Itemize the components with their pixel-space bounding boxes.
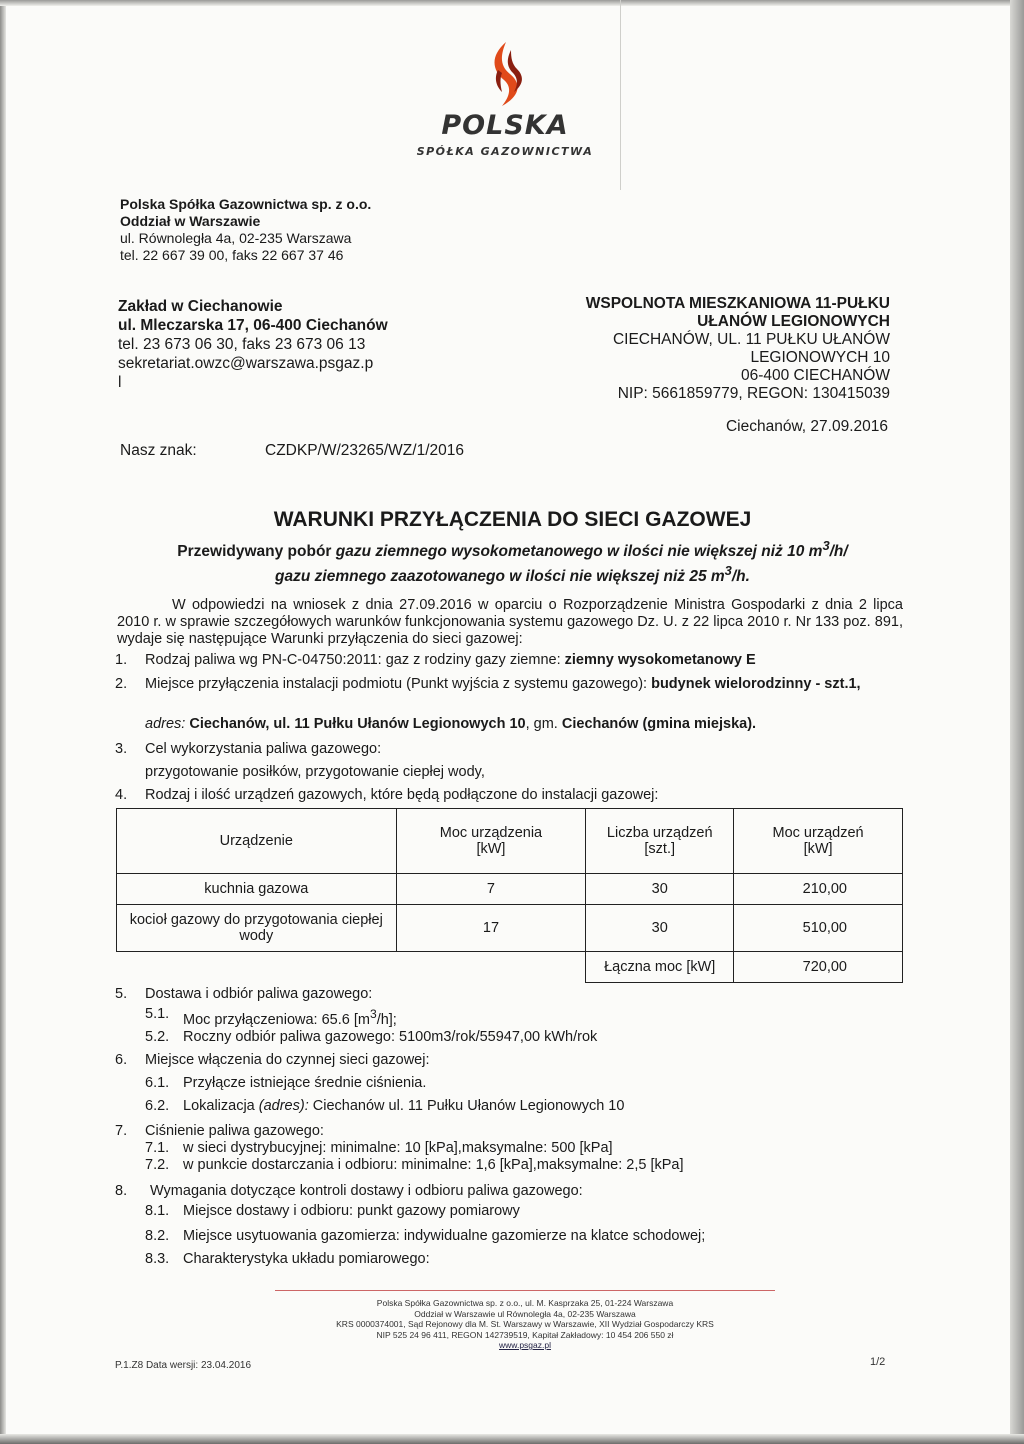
item-3-detail: przygotowanie posiłków, przygotowanie ciepłej wody,	[145, 764, 485, 780]
item-8-text: Wymagania dotyczące kontroli dostawy i odbioru paliwa gazowego:	[150, 1183, 583, 1199]
item-2-bold: budynek wielorodzinny - szt.1,	[651, 676, 861, 692]
row2-count: 30	[586, 905, 734, 952]
recipient-line2: UŁANÓW LEGIONOWYCH	[697, 313, 890, 330]
footer-website-link[interactable]: www.psgaz.pl	[499, 1340, 551, 1350]
item-3-text: Cel wykorzystania paliwa gazowego:	[145, 741, 382, 757]
scan-edge-left	[0, 0, 6, 1444]
item-7-2-text: w punkcie dostarczania i odbioru: minimalne: 1,6 [kPa],maksymalne: 2,5 [kPa]	[183, 1157, 684, 1173]
reference-number: CZDKP/W/23265/WZ/1/2016	[265, 442, 464, 459]
item-8	[115, 1183, 905, 1273]
plant-phone: tel. 23 673 06 30, faks 23 673 06 13	[118, 336, 366, 353]
item-2-text: Miejsce przyłączenia instalacji podmiotu (Punkt wyjścia z systemu gazowego):	[145, 676, 652, 692]
item-5-text: Dostawa i odbiór paliwa gazowego:	[145, 986, 373, 1002]
document-date: Ciechanów, 27.09.2016	[725, 418, 888, 435]
sender-branch: Oddział w Warszawie	[120, 213, 261, 229]
sender-company: Polska Spółka Gazownictwa sp. z o.o.	[120, 196, 372, 212]
item-3	[115, 741, 905, 785]
item-6-2-label: Lokalizacja	[183, 1098, 259, 1114]
footer-line4: NIP 525 24 96 411, REGON 142739519, Kapitał Zakładowy: 10 454 206 550 zł	[376, 1329, 674, 1340]
item-6-1-number: 6.1.	[145, 1075, 170, 1091]
recipient-line4: LEGIONOWYCH 10	[750, 349, 890, 366]
footer	[290, 1298, 760, 1351]
scan-edge-top	[0, 0, 1024, 6]
company-logo	[390, 40, 620, 170]
item-7-1-number: 7.1.	[145, 1140, 170, 1156]
item-5-2-number: 5.2.	[145, 1029, 170, 1045]
plant-address	[118, 297, 388, 392]
plant-street: ul. Mleczarska 17, 06-400 Ciechanów	[118, 317, 388, 334]
document-title: WARUNKI PRZYŁĄCZENIA DO SIECI GAZOWEJ	[273, 508, 752, 531]
subtitle-part1: Przewidywany pobór	[177, 543, 336, 561]
row2-power: 17	[396, 905, 586, 952]
header-power-unit: [kW]	[476, 841, 506, 857]
table-row	[117, 905, 903, 952]
flame-icon	[480, 40, 530, 108]
plant-name: Zakład w Ciechanowie	[118, 298, 283, 315]
item-8-number: 8.	[115, 1183, 128, 1199]
intro-text: W odpowiedzi na wniosek z dnia 27.09.2016 w oparciu o Rozporządzenie Ministra Gospodarki z dnia 2 lipca 2010 r. w sprawie szczegółowych warunków funkcjonowania systemu gazowego Dz. U. z 22 lipca 2010 r. Nr 133 poz. 891, wydaje się następujące Warunki przyłączenia do sieci gazowej:	[117, 597, 903, 647]
item-6-text: Miejsce włączenia do czynnej sieci gazowej:	[145, 1052, 430, 1068]
row1-power: 7	[396, 874, 586, 905]
recipient-address	[480, 295, 890, 403]
scan-edge-right	[1010, 0, 1024, 1444]
header-power	[396, 809, 586, 874]
item-6-2-italic: (adres):	[258, 1098, 309, 1114]
item-2-address: Ciechanów, ul. 11 Pułku Ułanów Legionowych 10	[189, 716, 526, 732]
table-header-row	[117, 809, 903, 874]
row2-total: 510,00	[734, 905, 903, 952]
footer-divider	[275, 1290, 775, 1291]
item-2-municipality: Ciechanów (gmina miejska).	[561, 716, 757, 732]
subtitle-part4: gazu ziemnego zaazotowanego w ilości nie większej niż 25 m	[275, 568, 725, 586]
item-2-number: 2.	[115, 676, 128, 692]
item-5-1-text: Moc przyłączeniowa: 65.6 [m	[183, 1011, 370, 1028]
item-6-2-text: Ciechanów ul. 11 Pułku Ułanów Legionowych 10	[308, 1098, 625, 1114]
item-4-text: Rodzaj i ilość urządzeń gazowych, które będą podłączone do instalacji gazowej:	[145, 787, 659, 803]
row1-total: 210,00	[734, 874, 903, 905]
devices-table	[116, 808, 903, 983]
sender-street: ul. Równoległa 4a, 02-235 Warszawa	[120, 230, 352, 246]
item-3-number: 3.	[115, 741, 128, 757]
item-5-number: 5.	[115, 986, 128, 1002]
item-5-1-tail: /h];	[376, 1011, 397, 1028]
item-1-text: Rodzaj paliwa wg PN-C-04750:2011: gaz z rodziny gazy ziemne:	[145, 652, 565, 668]
logo-name: POLSKA	[441, 110, 569, 141]
item-8-2-number: 8.2.	[145, 1228, 170, 1244]
item-8-1-number: 8.1.	[145, 1203, 170, 1219]
item-2	[115, 676, 905, 736]
item-5-1-number: 5.1.	[145, 1006, 170, 1022]
sum-value: 720,00	[734, 952, 903, 983]
fold-line	[620, 0, 621, 190]
footer-line2: Oddział w Warszawie ul Równoległa 4a, 02-235 Warszawa	[414, 1308, 636, 1319]
header-count	[586, 809, 734, 874]
document-subtitle	[115, 536, 910, 586]
sum-label: Łączna moc [kW]	[586, 952, 734, 983]
item-2-address-label: adres:	[145, 716, 190, 732]
header-total	[734, 809, 903, 874]
footer-line3: KRS 0000374001, Sąd Rejonowy dla M. St. Warszawy w Warszawie, XII Wydział Gospodarczy KRS	[336, 1319, 714, 1329]
header-total-label: Moc urządzeń	[772, 825, 864, 841]
item-8-3-number: 8.3.	[145, 1251, 170, 1267]
item-2-address-mid: , gm.	[525, 716, 562, 732]
item-5	[115, 986, 905, 1050]
plant-email-tail: l	[118, 374, 122, 391]
recipient-line5: 06-400 CIECHANÓW	[740, 367, 890, 384]
item-5-1-sup: 3	[369, 1007, 377, 1021]
table-row	[117, 874, 903, 905]
footer-line1: Polska Spółka Gazownictwa sp. z o.o., ul. M. Kasprzaka 25, 01-224 Warszawa	[376, 1298, 674, 1308]
subtitle-sup1: 3	[822, 538, 830, 553]
item-6-number: 6.	[115, 1052, 128, 1068]
intro-paragraph	[117, 597, 903, 648]
item-1	[115, 652, 905, 672]
header-count-label: Liczba urządzeń	[606, 825, 713, 841]
row2-device: kocioł gazowy do przygotowania ciepłej wody	[117, 905, 397, 952]
sender-phone: tel. 22 667 39 00, faks 22 667 37 46	[120, 247, 344, 263]
recipient-line1: WSPOLNOTA MIESZKANIOWA 11-PUŁKU	[585, 295, 890, 312]
subtitle-part2: gazu ziemnego wysokometanowego w ilości nie większej niż 10 m	[335, 543, 823, 561]
item-7-number: 7.	[115, 1123, 128, 1139]
header-power-label: Moc urządzenia	[439, 825, 543, 841]
row1-device: kuchnia gazowa	[117, 874, 397, 905]
header-device: Urządzenie	[117, 809, 397, 874]
reference-label: Nasz znak:	[120, 442, 197, 459]
header-count-unit: [szt.]	[644, 841, 676, 857]
item-7-text: Ciśnienie paliwa gazowego:	[145, 1123, 324, 1139]
header-total-unit: [kW]	[803, 841, 833, 857]
table-sum-row	[117, 952, 903, 983]
row1-count: 30	[586, 874, 734, 905]
page-number: 1/2	[870, 1356, 886, 1368]
subtitle-sup2: 3	[724, 563, 732, 579]
subtitle-part5: /h.	[731, 568, 750, 586]
item-7-1-text: w sieci dystrybucyjnej: minimalne: 10 [kPa],maksymalne: 500 [kPa]	[183, 1140, 613, 1156]
scan-edge-bottom	[0, 1434, 1024, 1444]
item-7-2-number: 7.2.	[145, 1157, 170, 1173]
recipient-line6: NIP: 5661859779, REGON: 130415039	[617, 385, 890, 402]
item-8-2-text: Miejsce usytuowania gazomierza: indywidualne gazomierze na klatce schodowej;	[183, 1228, 706, 1244]
plant-email: sekretariat.owzc@warszawa.psgaz.p	[118, 355, 374, 372]
recipient-line3: CIECHANÓW, UL. 11 PUŁKU UŁANÓW	[612, 331, 890, 348]
item-1-number: 1.	[115, 652, 128, 668]
item-1-bold: ziemny wysokometanowy E	[564, 652, 756, 668]
item-5-2-text: Roczny odbiór paliwa gazowego: 5100m3/rok/55947,00 kWh/rok	[183, 1029, 598, 1045]
item-6-2-number: 6.2.	[145, 1098, 170, 1114]
item-8-1-text: Miejsce dostawy i odbioru: punkt gazowy pomiarowy	[183, 1203, 520, 1219]
version-info: P.1.Z8 Data wersji: 23.04.2016	[115, 1360, 252, 1371]
logo-subtitle: SPÓŁKA GAZOWNICTWA	[416, 145, 594, 158]
item-8-3-text: Charakterystyka układu pomiarowego:	[183, 1251, 430, 1267]
sender-address	[120, 196, 371, 264]
item-4	[115, 787, 905, 807]
item-7	[115, 1123, 905, 1179]
item-6	[115, 1052, 905, 1118]
subtitle-part3: /h/	[829, 543, 848, 561]
item-4-number: 4.	[115, 787, 128, 803]
item-6-1-text: Przyłącze istniejące średnie ciśnienia.	[183, 1075, 427, 1091]
